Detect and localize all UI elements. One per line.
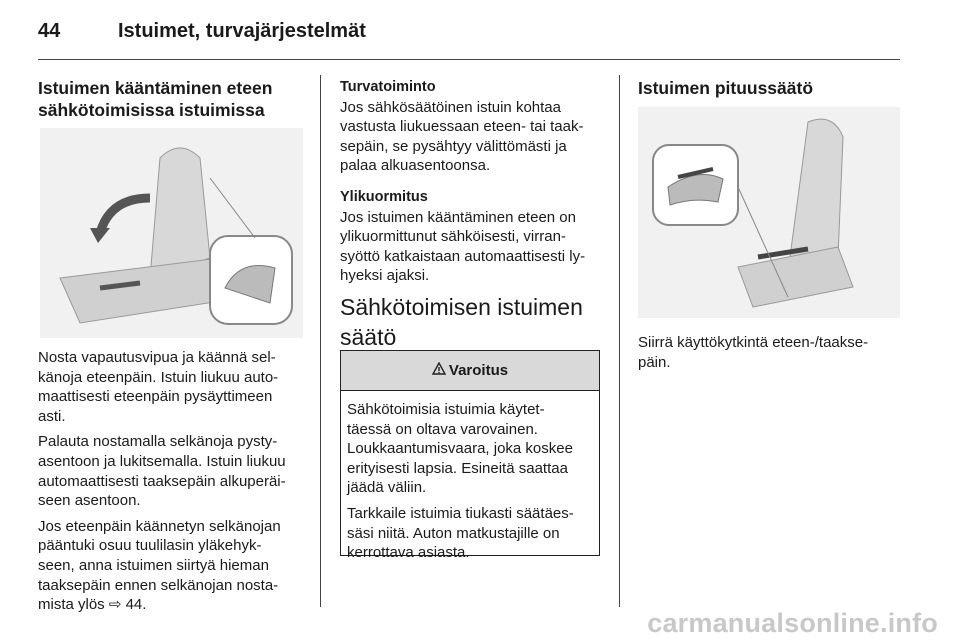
text-line: Loukkaantumisvaara, joka koskee: [347, 440, 573, 458]
text-line: seen asentoon.: [38, 492, 141, 510]
paragraph: [38, 348, 308, 426]
text-line: Nosta vapautusvipua ja käännä sel-: [38, 349, 276, 366]
text-line: maattisesti eteenpäin pysäyttimeen: [38, 388, 273, 406]
text-line: känoja eteenpäin. Istuin liukuu auto-: [38, 368, 279, 386]
slide-instructions: [638, 333, 868, 372]
text-line: asentoon ja lukitsemalla. Istuin liukuu: [38, 452, 286, 470]
header-rule: [38, 59, 900, 60]
text-line: jäädä väliin.: [347, 479, 427, 497]
paragraph: [38, 517, 308, 615]
warning-body: [341, 391, 599, 563]
warning-title: Varoitus: [448, 362, 509, 379]
text-line: Palauta nostamalla selkänoja pysty-: [38, 433, 278, 451]
heading-line: Istuimen kääntäminen eteen: [38, 78, 273, 98]
text-line: taaksepäin ennen selkänojan nosta-: [38, 576, 279, 594]
section-heading-power-seat: [340, 292, 583, 352]
text-line: Jos sähkösäätöinen istuin kohtaa: [340, 98, 561, 116]
text-line: ylikuormittunut sähköisesti, virran-: [340, 228, 566, 246]
heading-line: sähkötoimisissa istuimissa: [38, 100, 265, 120]
seat-fold-illustration: [40, 128, 303, 338]
text-line: täessä on oltava varovainen.: [347, 420, 538, 438]
page-title: Istuimet, turvajärjestelmät: [118, 20, 366, 42]
text-line: Sähkötoimisia istuimia käytet-: [347, 401, 545, 418]
text-line: Siirrä käyttökytkintä eteen-/taakse-: [638, 334, 869, 351]
column-divider: [619, 75, 620, 607]
heading-line: säätö: [340, 324, 397, 350]
text-line: palaa alkuasentoonsa.: [340, 157, 491, 175]
text-line: pääntuki osuu tuulilasin yläkehyk-: [38, 537, 262, 555]
text-line: seen, anna istuimen siirtyä hieman: [38, 556, 269, 574]
text-line: päin.: [638, 353, 671, 371]
seat-slide-illustration: [638, 107, 900, 318]
page-reference-link[interactable]: mista ylös ⇨ 44.: [38, 596, 147, 614]
paragraph: [38, 432, 308, 510]
fold-instructions: [38, 348, 308, 615]
subheading: Ylikuormitus: [340, 188, 428, 205]
text-line: Jos istuimen kääntäminen eteen on: [340, 208, 576, 226]
heading-line: Sähkötoimisen istuimen: [340, 294, 583, 320]
warning-header: [341, 351, 599, 391]
text-line: Jos eteenpäin käännetyn selkänojan: [38, 517, 281, 535]
text-line: sepäin, se pysähtyy välittömästi ja: [340, 137, 567, 155]
safety-function-section: [340, 78, 610, 286]
text-line: automaattisesti taaksepäin alkuperäi-: [38, 472, 286, 490]
text-line: erityisesti lapsia. Esineitä saattaa: [347, 459, 568, 477]
text-line: säsi niitä. Auton matkustajille on: [347, 524, 560, 542]
text-line: asti.: [38, 407, 66, 425]
subheading: Turvatoiminto: [340, 79, 436, 95]
warning-triangle-icon: [432, 362, 446, 379]
text-line: syöttö katkaistaan automaattisesti ly-: [340, 247, 586, 265]
section-heading-fold-seat: [38, 77, 272, 121]
text-line: hyeksi ajaksi.: [340, 267, 430, 285]
warning-box: [340, 350, 600, 562]
column-divider: [320, 75, 321, 607]
text-line: Tarkkaile istuimia tiukasti säätäes-: [347, 504, 574, 522]
text-line: vastusta liukuessaan eteen- tai taak-: [340, 118, 584, 136]
section-heading-longitudinal: Istuimen pituussäätö: [638, 78, 814, 98]
text-line: kerrottava asiasta.: [347, 544, 470, 562]
watermark: carmanualsonline.info: [647, 608, 938, 638]
page-number: 44: [38, 20, 61, 42]
